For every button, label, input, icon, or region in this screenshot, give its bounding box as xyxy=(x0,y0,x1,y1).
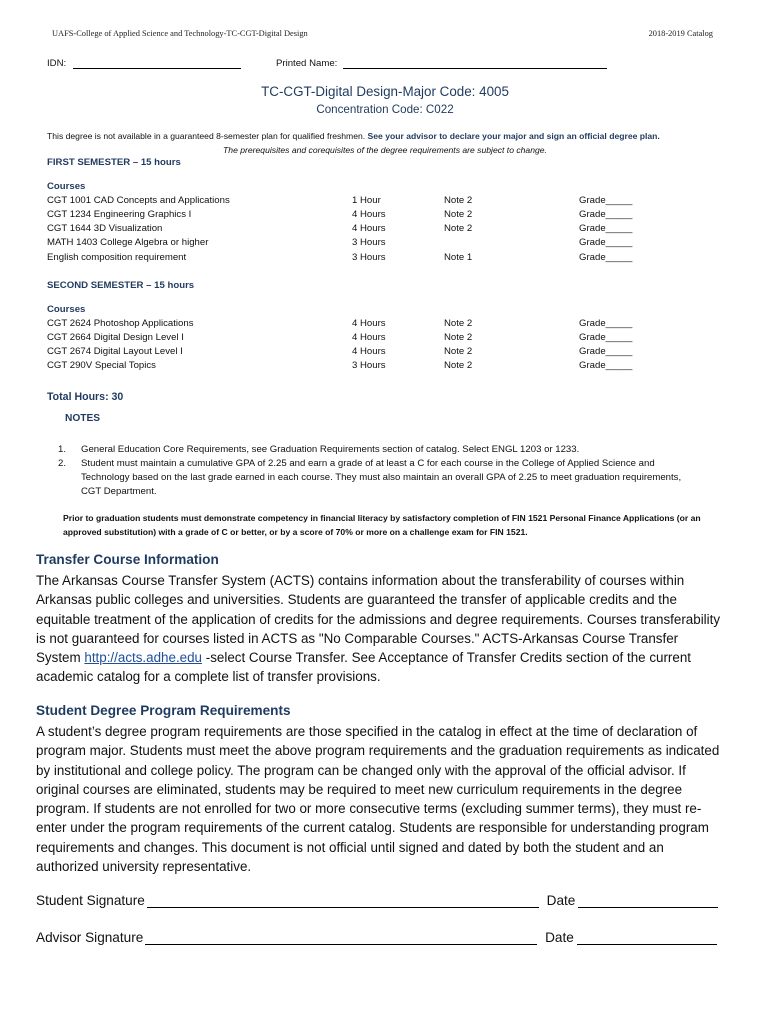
header-left: UAFS-College of Applied Science and Technology-TC-CGT-Digital Design xyxy=(52,29,308,38)
course-name: CGT 1644 3D Visualization xyxy=(47,223,163,234)
course-note: Note 2 xyxy=(444,318,473,329)
intro-italic: The prerequisites and corequisites of the degree requirements are subject to change. xyxy=(223,145,547,155)
course-note: Note 1 xyxy=(444,252,473,263)
course-note: Note 2 xyxy=(444,195,473,206)
course-hours: 3 Hours xyxy=(352,252,386,263)
idn-field xyxy=(47,58,241,69)
course-grade[interactable]: Grade_____ xyxy=(579,252,633,263)
course-row xyxy=(47,346,687,360)
second-semester-courses-label: Courses xyxy=(47,304,86,315)
course-note: Note 2 xyxy=(444,346,473,357)
course-hours: 4 Hours xyxy=(352,209,386,220)
course-grade[interactable]: Grade_____ xyxy=(579,346,633,357)
course-hours: 4 Hours xyxy=(352,346,386,357)
acts-link[interactable]: http://acts.adhe.edu xyxy=(84,650,203,666)
course-hours: 1 Hour xyxy=(352,195,381,206)
course-hours: 3 Hours xyxy=(352,360,386,371)
transfer-paragraph xyxy=(36,571,726,687)
advisor-signature-label: Advisor Signature xyxy=(36,930,144,945)
intro-highlight: See your advisor to declare your major and sign an official degree plan. xyxy=(367,131,660,141)
first-semester-heading: FIRST SEMESTER – 15 hours xyxy=(47,157,181,168)
requirements-heading: Student Degree Program Requirements xyxy=(36,703,291,718)
note-number: 1. xyxy=(58,444,67,455)
course-hours: 4 Hours xyxy=(352,332,386,343)
idn-input-line[interactable] xyxy=(73,58,241,69)
student-signature-line[interactable] xyxy=(147,895,539,908)
note-text: Student must maintain a cumulative GPA of 2.25 and earn a grade of at least a C for each course in the College of Applied Science and Technology based on the last grade earned in each course. They must also maintain an overall GPA of 2.25 to meet graduation requirements, CGT Department. xyxy=(81,458,682,498)
course-name: English composition requirement xyxy=(47,252,187,263)
idn-label: IDN: xyxy=(47,58,67,69)
course-grade[interactable]: Grade_____ xyxy=(579,223,633,234)
course-grade[interactable]: Grade_____ xyxy=(579,209,633,220)
second-semester-heading: SECOND SEMESTER – 15 hours xyxy=(47,280,195,291)
student-signature-row xyxy=(36,893,718,908)
student-date-line[interactable] xyxy=(578,895,718,908)
printed-name-input-line[interactable] xyxy=(343,58,607,69)
course-grade[interactable]: Grade_____ xyxy=(579,237,633,248)
note-text: General Education Core Requirements, see Graduation Requirements section of catalog. Select ENGL 1203 or 1233. xyxy=(81,444,580,455)
notes-heading: NOTES xyxy=(65,413,101,424)
transfer-text-after: -select Course Transfer. See Acceptance of Transfer Credits section of the current academic catalog for a complete list of transfer provisions. xyxy=(36,650,692,685)
advisor-signature-row xyxy=(36,930,717,945)
transfer-heading: Transfer Course Information xyxy=(36,552,219,567)
page-title: TC-CGT-Digital Design-Major Code: 4005 xyxy=(261,84,509,99)
financial-literacy-note: Prior to graduation students must demonstrate competency in financial literacy by satisfactory completion of FIN 1521 Personal Finance Applications (or an approved substitution) with a grade of C or better, or by a score of 70% or more on a challenge exam for FIN 1521. xyxy=(63,513,701,538)
course-row xyxy=(47,332,687,346)
note-number: 2. xyxy=(58,458,67,469)
course-row xyxy=(47,318,687,332)
course-note: Note 2 xyxy=(444,332,473,343)
course-name: CGT 2674 Digital Layout Level I xyxy=(47,346,183,357)
advisor-date-label: Date xyxy=(545,930,574,945)
course-name: CGT 290V Special Topics xyxy=(47,360,156,371)
course-row xyxy=(47,209,687,223)
course-grade[interactable]: Grade_____ xyxy=(579,360,633,371)
student-date-label: Date xyxy=(546,893,576,908)
header-right: 2018-2019 Catalog xyxy=(648,29,713,38)
advisor-date-line[interactable] xyxy=(577,932,717,945)
course-hours: 3 Hours xyxy=(352,237,386,248)
course-name: CGT 1234 Engineering Graphics I xyxy=(47,209,192,220)
concentration-code: Concentration Code: C022 xyxy=(316,103,454,116)
intro-plain: This degree is not available in a guaranteed 8-semester plan for qualified freshmen. xyxy=(47,131,366,141)
course-row xyxy=(47,360,687,374)
course-grade[interactable]: Grade_____ xyxy=(579,332,633,343)
course-note: Note 2 xyxy=(444,223,473,234)
printed-name-label: Printed Name: xyxy=(276,58,338,69)
course-row xyxy=(47,252,687,266)
course-hours: 4 Hours xyxy=(352,223,386,234)
requirements-paragraph: A student’s degree program requirements are those specified in the catalog in effect at the time of declaration of program major. Students must meet the above program requirements and the graduation requirements as indicated by institutional and college policy. The program can be changed only with the approval of the official advisor. If original courses are eliminated, students may be required to meet new curriculum requirements in the degree program. If students are not enrolled for two or more consecutive terms (excluding summer terms), they must re-enter under the program requirements of the current catalog. Students are responsible for understanding program requirements and changes. This document is not official until signed and dated by both the student and an authorized university representative. xyxy=(36,724,720,875)
printed-name-field xyxy=(276,58,607,69)
course-name: CGT 2664 Digital Design Level I xyxy=(47,332,184,343)
student-signature-label: Student Signature xyxy=(36,893,145,908)
course-grade[interactable]: Grade_____ xyxy=(579,195,633,206)
transfer-text-before: The Arkansas Course Transfer System (ACTS) contains information about the transferability of courses within Arkansas public colleges and universities. Students are guaranteed the transfer of applicable credits and the equitable treatment of the application of credits for the admissions and degree requirements. Courses transferability is not guaranteed for courses listed in ACTS as "No Comparable Courses." ACTS-Arkansas Course Transfer System xyxy=(36,573,721,666)
course-name: CGT 1001 CAD Concepts and Applications xyxy=(47,195,230,206)
first-semester-courses-label: Courses xyxy=(47,181,86,192)
course-row xyxy=(47,223,687,237)
advisor-signature-line[interactable] xyxy=(145,932,537,945)
course-row xyxy=(47,237,687,251)
course-name: CGT 2624 Photoshop Applications xyxy=(47,318,194,329)
course-note: Note 2 xyxy=(444,360,473,371)
course-grade[interactable]: Grade_____ xyxy=(579,318,633,329)
course-row xyxy=(47,195,687,209)
course-hours: 4 Hours xyxy=(352,318,386,329)
course-name: MATH 1403 College Algebra or higher xyxy=(47,237,209,248)
intro-line xyxy=(47,131,660,141)
total-hours: Total Hours: 30 xyxy=(47,391,124,403)
course-note: Note 2 xyxy=(444,209,473,220)
